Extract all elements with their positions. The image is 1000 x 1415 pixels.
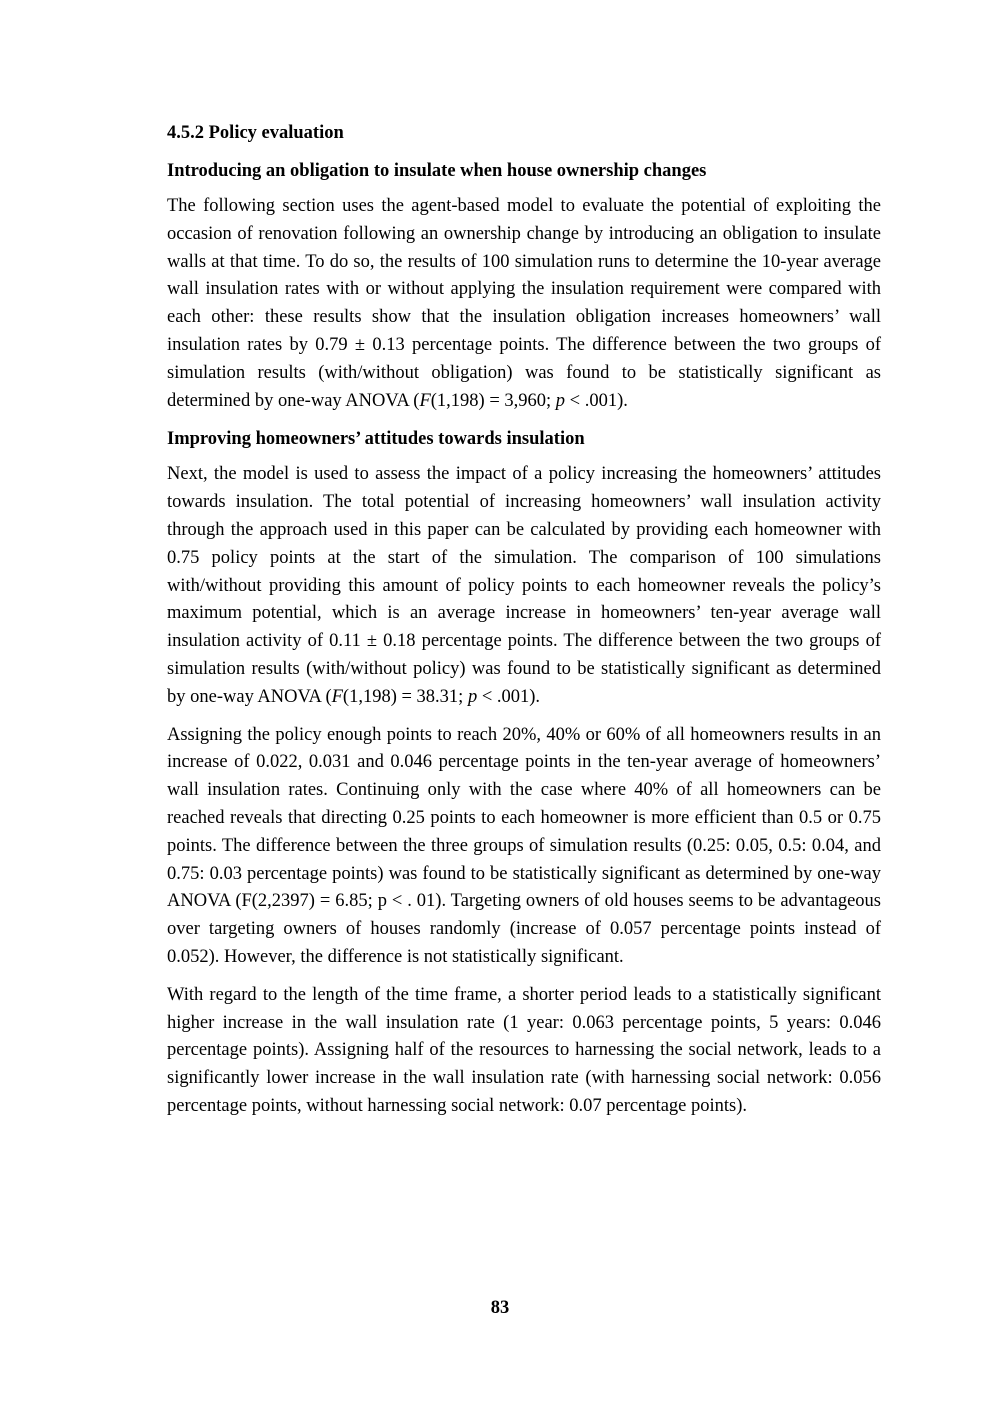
obligation-heading: Introducing an obligation to insulate when house ownership changes <box>167 161 707 181</box>
page-content <box>167 119 881 1131</box>
attitudes-paragraph-3: With regard to the length of the time frame, a shorter period leads to a statistically significant higher increase in the wall insulation rate (1 year: 0.063 percentage points, 5 years: 0.046 percentage points). Assigning half of the resources to harnessing the social network, leads to a significantly lower increase in the wall insulation rate (with harnessing social network: 0.056 percentage points, without harnessing social network: 0.07 percentage points). <box>167 984 881 1116</box>
obligation-paragraph-text: The following section uses the agent-based model to evaluate the potential of exploiting the occasion of renovation following an ownership change by introducing an obligation to insulate walls at that time. To do so, the results of 100 simulation runs to determine the 10-year average wall insulation rates with or without applying the insulation requirement were compared with each other: these results show that the insulation obligation increases homeowners’ wall insulation rates by 0.79 ± 0.13 percentage points. The difference between the two groups of simulation results (with/without obligation) was found to be statistically significant as determined by one-way ANOVA ( <box>167 196 881 411</box>
attitudes-stat-end: < .001). <box>477 686 541 707</box>
page-number: 83 <box>490 1298 510 1318</box>
obligation-paragraph <box>167 193 881 415</box>
obligation-stat-f: F <box>419 390 431 411</box>
attitudes-stat-mid: (1,198) = 38.31; <box>342 686 468 707</box>
attitudes-heading: Improving homeowners’ attitudes towards insulation <box>167 429 585 450</box>
attitudes-paragraph-1-text: Next, the model is used to assess the impact of a policy increasing the homeowners’ attitudes towards insulation. The total potential of increasing homeowners’ wall insulation activity through the approach used in this paper can be calculated by providing each homeowner with 0.75 policy points at the start of the simulation. The comparison of 100 simulations with/without providing this amount of policy points to each homeowner reveals the policy’s maximum potential, which is an average increase in homeowners’ ten-year average wall insulation activity of 0.11 ± 0.18 percentage points. The difference between the two groups of simulation results (with/without policy) was found to be statistically significant as determined by one-way ANOVA ( <box>167 464 881 707</box>
attitudes-paragraph-2: Assigning the policy enough points to reach 20%, 40% or 60% of all homeowners results in an increase of 0.022, 0.031 and 0.046 percentage points in the ten-year average of homeowners’ wall insulation rates. Continuing only with the case where 40% of all homeowners can be reached reveals that directing 0.25 points to each homeowner is more efficient than 0.5 or 0.75 points. The difference between the three groups of simulation results (0.25: 0.05, 0.5: 0.04, and 0.75: 0.03 percentage points) was found to be statistically significant as determined by one-way ANOVA (F(2,2397) = 6.85; p < . 01). Targeting owners of old houses seems to be advantageous over targeting owners of houses randomly (increase of 0.057 percentage points instead of 0.052). However, the difference is not statistically significant. <box>167 724 881 967</box>
attitudes-stat-p: p <box>467 686 478 707</box>
obligation-stat-p: p <box>555 390 566 411</box>
attitudes-stat-f: F <box>331 686 343 707</box>
obligation-stat-mid: (1,198) = 3,960; <box>430 390 556 411</box>
section-heading: 4.5.2 Policy evaluation <box>167 123 344 143</box>
obligation-stat-end: < .001). <box>565 390 628 411</box>
attitudes-paragraph-1 <box>167 461 881 711</box>
